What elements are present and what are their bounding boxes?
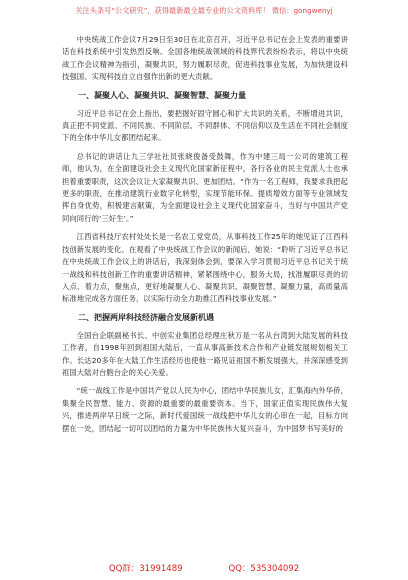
qq-group-number: QQ群：31991489 bbox=[108, 564, 183, 574]
section-heading-2: 二、把握两岸科技经济融合发展新机遇 bbox=[78, 312, 214, 322]
paragraph-6: “统一战线工作是中国共产党以人民为中心，团结中华民族儿女，汇集海内外华侨，集聚全民智慧、能力、资源的最重要的最重要资本。当下，国家正值实现民族伟大复兴，推进两岸早日统一之际，新时代爱国统一战线把中华儿女的心串在一起，目标方向摆在一处，团结起一切可以团结的力量为中华民族伟大复兴奋斗，为中国梦书写美好的 bbox=[62, 386, 348, 433]
qq-number: QQ：535304092 bbox=[228, 564, 300, 574]
paragraph-3: 总书记的讲话让九三学社社员张晓俊备受鼓舞，作为中建三局一公司的建筑工程师，他认为，在全面建设社会主义现代化国家新征程中，各行各业的民主党派人士也承担着重要职责，这次会议让大家凝聚共识、更加团结。“作为一名工程师，我要求我把起更多的职责，在推动建筑行业数字化转型，实现节能环保、提质增效方面等专业领域发挥自身优势，积极建言献策，为全面建设社会主义现代化国家奋斗，当好与中国共产党同向同行的‘三好生’。” bbox=[62, 151, 348, 223]
header-banner: 关注头条号“公文研究”，获得最新最全最专业的公文资料库！ 微信：gongwenyj bbox=[75, 6, 333, 15]
footer-contact bbox=[0, 562, 408, 574]
paragraph-4: 江西省科技厅农村处处长是一名农工党党员，从事科技工作25年的她见证了江西科技创新发展的变化。在观看了中央统战工作会议的新闻后，她说：“聆听了习近平总书记在中央统战工作会议上的讲话后，我深刻体会到，要深入学习贯彻习近平总书记关于统一战线和科技创新工作的重要讲话精神，紧紧围绕中心，服务大局，找准履职尽责的切入点、着力点，聚焦点，更好地凝聚人心、凝聚共识、凝聚智慧、凝聚力量，高质量高标准地完成各方面任务，以实际行动全力助推江西科技事业发展。” bbox=[62, 232, 348, 304]
paragraph-intro: 中央统战工作会议7月29日至30日在北京召开，习近平总书记在会上发表的重要讲话在科技系统中引发热烈反响。全国各地统战领域的科技界代表纷纷表示，将以中央统战工作会议精神为指引，凝聚共识，努力履职尽责，促进科技事业发展，为加快建设科技强国、实现科技自立自强作出新的更大贡献。 bbox=[62, 35, 348, 82]
paragraph-5: 全国台企联副秘书长、中创实业集团总经理庄秋万是一名从台湾到大陆发展的科技工作者，自1998年回到祖国大陆后，一直从事高新技术合作和产业链发展规划相关工作。长达20多年在大陆工作生活经历也使他一路见证祖国不断发展强大，并深深感受到祖国大陆对台胞台企的关心关爱。 bbox=[62, 330, 348, 377]
document-body bbox=[62, 34, 348, 441]
paragraph-2: 习近平总书记在会上指出，要把握好固守圆心和扩大共识的关系，不断增进共识，真正把不同党派、不同民族、不同阶层、不同群体、不同信仰以及生活在不同社会制度下的全体中华儿女都团结起来。 bbox=[62, 108, 348, 143]
section-heading-1: 一、凝聚人心、凝聚共识、凝聚智慧、凝聚力量 bbox=[78, 90, 246, 100]
